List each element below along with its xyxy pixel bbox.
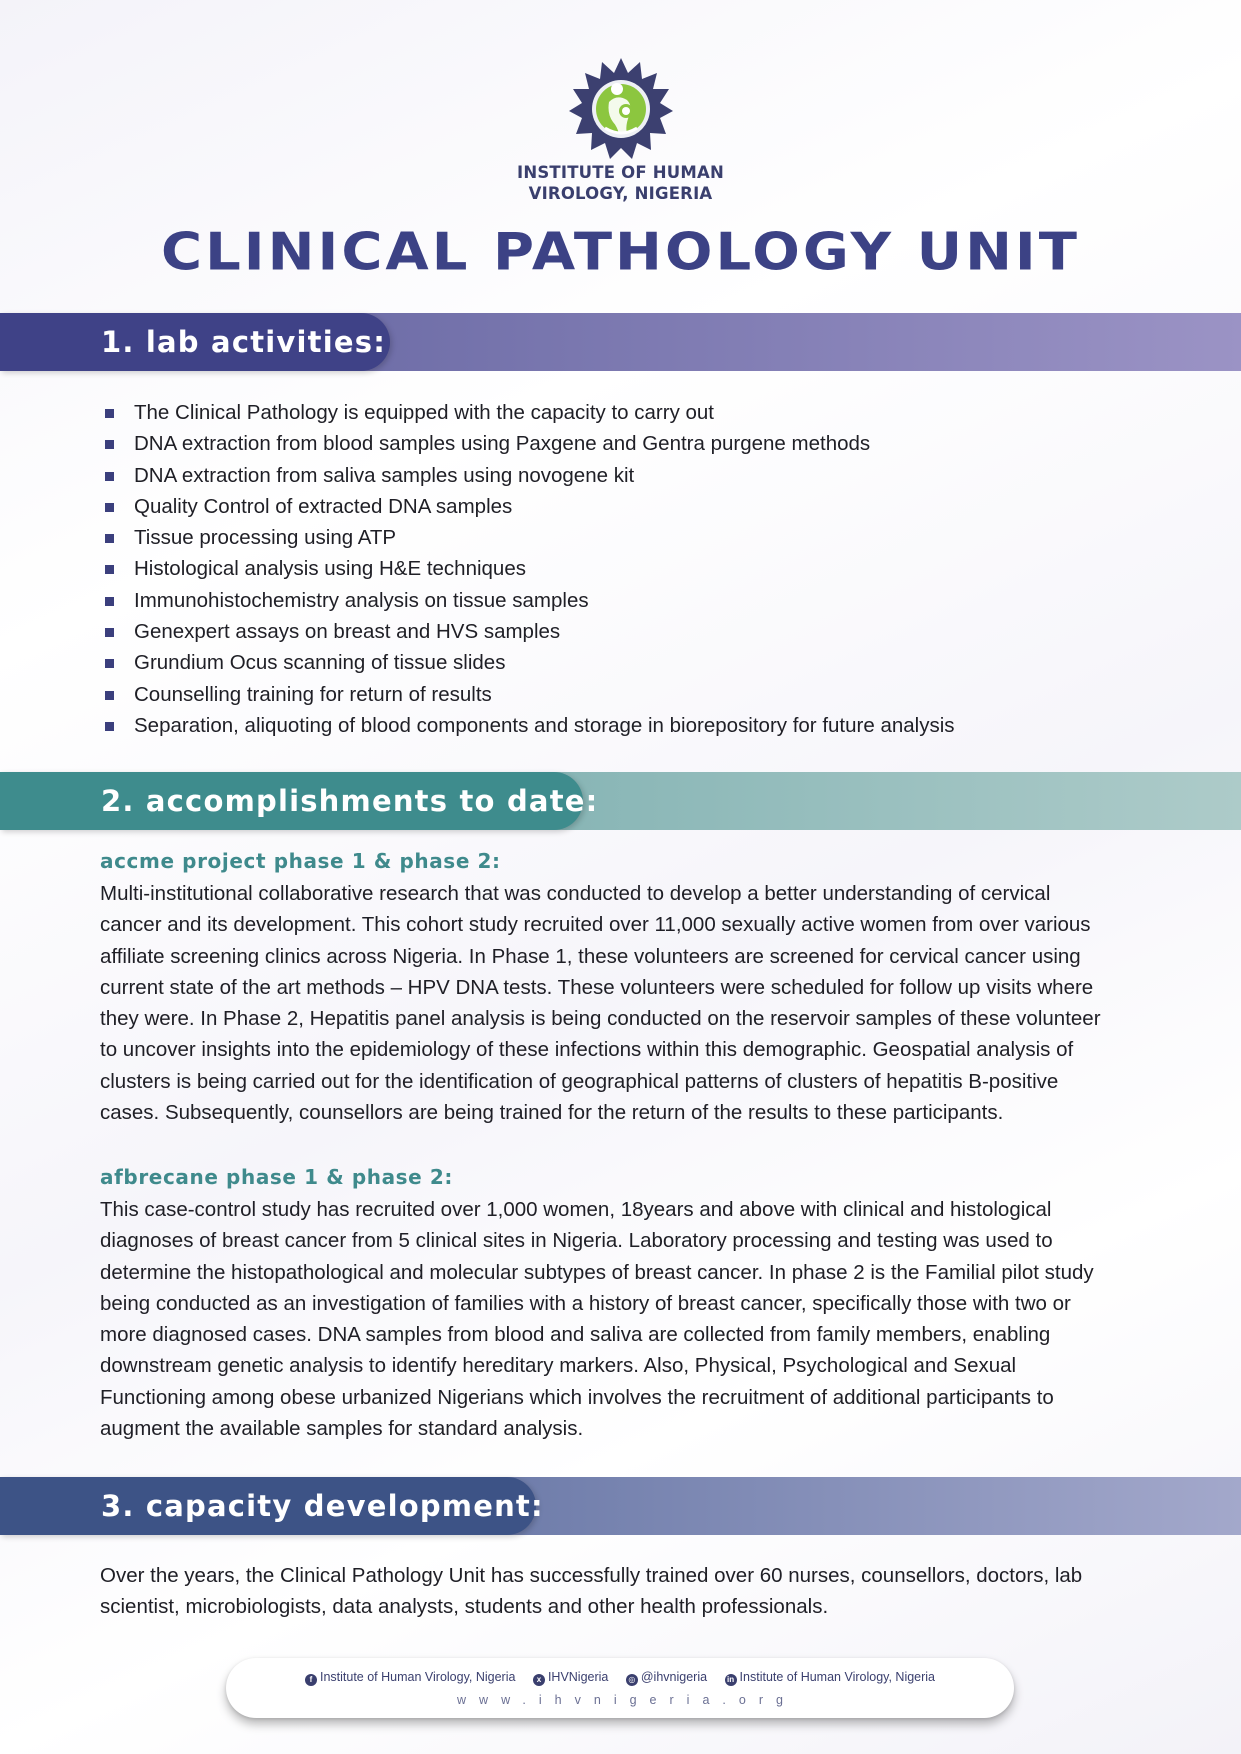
list-item: Genexpert assays on breast and HVS samples [101,616,955,647]
bullet-icon [105,503,114,512]
facebook-link[interactable]: f Institute of Human Virology, Nigeria [305,1670,515,1686]
section-heading: 1. lab activities: [101,325,386,359]
social-links [226,1670,1014,1686]
section-heading: 3. capacity development: [101,1489,544,1523]
list-item: Separation, aliquoting of blood components and storage in biorepository for future analysis [101,710,955,741]
bullet-icon [105,691,114,700]
bullet-icon [105,659,114,668]
list-item: Tissue processing using ATP [101,522,955,553]
bullet-icon [105,628,114,637]
bullet-icon [105,440,114,449]
website-link[interactable]: www.ihvnigeria.org [457,1693,796,1707]
list-item: Counselling training for return of results [101,679,955,710]
afbrecane-paragraph: This case-control study has recruited over 1,000 women, 18years and above with clinical and histological diagnoses of breast cancer from 5 clinical sites in Nigeria. Laboratory processing and testing was used to determine the histopathological and molecular subtypes of breast cancer. In phase 2 is the Familial pilot study being conducted as an investigation of families with a history of breast cancer, specifically those with two or more diagnosed cases. DNA samples from blood and saliva are collected from family members, enabling downstream genetic analysis to identify hereditary markers. Also, Physical, Psychological and Sexual Functioning among obese urbanized Nigerians which involves the recruitment of additional participants to augment the available samples for standard analysis. [100,1198,1094,1441]
bullet-icon [105,565,114,574]
list-item: DNA extraction from blood samples using Paxgene and Gentra purgene methods [101,428,955,459]
afbrecane-subheading: afbrecane phase 1 & phase 2: [100,1165,454,1189]
lab-activities-list [101,397,955,741]
footer-contact-bar [226,1658,1014,1718]
facebook-icon: f [305,1674,317,1686]
page-title: CLINICAL PATHOLOGY UNIT [161,222,1080,283]
bullet-icon [105,597,114,606]
section-capacity-header [0,1477,1241,1535]
list-item: Grundium Ocus scanning of tissue slides [101,647,955,678]
list-item: Immunohistochemistry analysis on tissue samples [101,585,955,616]
org-name-line1: INSTITUTE OF HUMAN [517,163,724,182]
org-logo [0,56,1241,204]
capacity-paragraph: Over the years, the Clinical Pathology Unit has successfully trained over 60 nurses, counsellors, doctors, lab scientist, microbiologists, data analysts, students and other health professionals. [100,1564,1083,1619]
list-item: DNA extraction from saliva samples using novogene kit [101,460,955,491]
section-heading: 2. accomplishments to date: [101,784,599,818]
list-item: Histological analysis using H&E techniques [101,553,955,584]
linkedin-icon: in [725,1674,737,1686]
ihvn-sun-logo-icon [565,56,677,160]
accme-subheading: accme project phase 1 & phase 2: [100,849,501,873]
bullet-icon [105,722,114,731]
bullet-icon [105,409,114,418]
section-accomplishments-header [0,772,1241,830]
x-icon: x [533,1674,545,1686]
list-item: The Clinical Pathology is equipped with the capacity to carry out [101,397,955,428]
linkedin-link[interactable]: in Institute of Human Virology, Nigeria [725,1670,935,1686]
org-name-line2: VIROLOGY, NIGERIA [528,184,713,203]
instagram-icon: ◎ [626,1674,638,1686]
accme-paragraph: Multi-institutional collaborative research that was conducted to develop a better understanding of cervical cancer and its development. This cohort study recruited over 11,000 sexually active women from over various affiliate screening clinics across Nigeria. In Phase 1, these volunteers are screened for cervical cancer using current state of the art methods – HPV DNA tests. These volunteers were scheduled for follow up visits where they were. In Phase 2, Hepatitis panel analysis is being conducted on the reservoir samples of these volunteer to uncover insights into the epidemiology of these infections within this demographic. Geospatial analysis of clusters is being carried out for the identification of geographical patterns of clusters of hepatitis B-positive cases. Subsequently, counsellors are being trained for the return of the results to these participants. [100,882,1101,1125]
instagram-link[interactable]: ◎ @ihvnigeria [626,1670,707,1686]
section-lab-activities-header [0,313,1241,371]
bullet-icon [105,472,114,481]
bullet-icon [105,534,114,543]
x-link[interactable]: x IHVNigeria [533,1670,608,1686]
list-item: Quality Control of extracted DNA samples [101,491,955,522]
